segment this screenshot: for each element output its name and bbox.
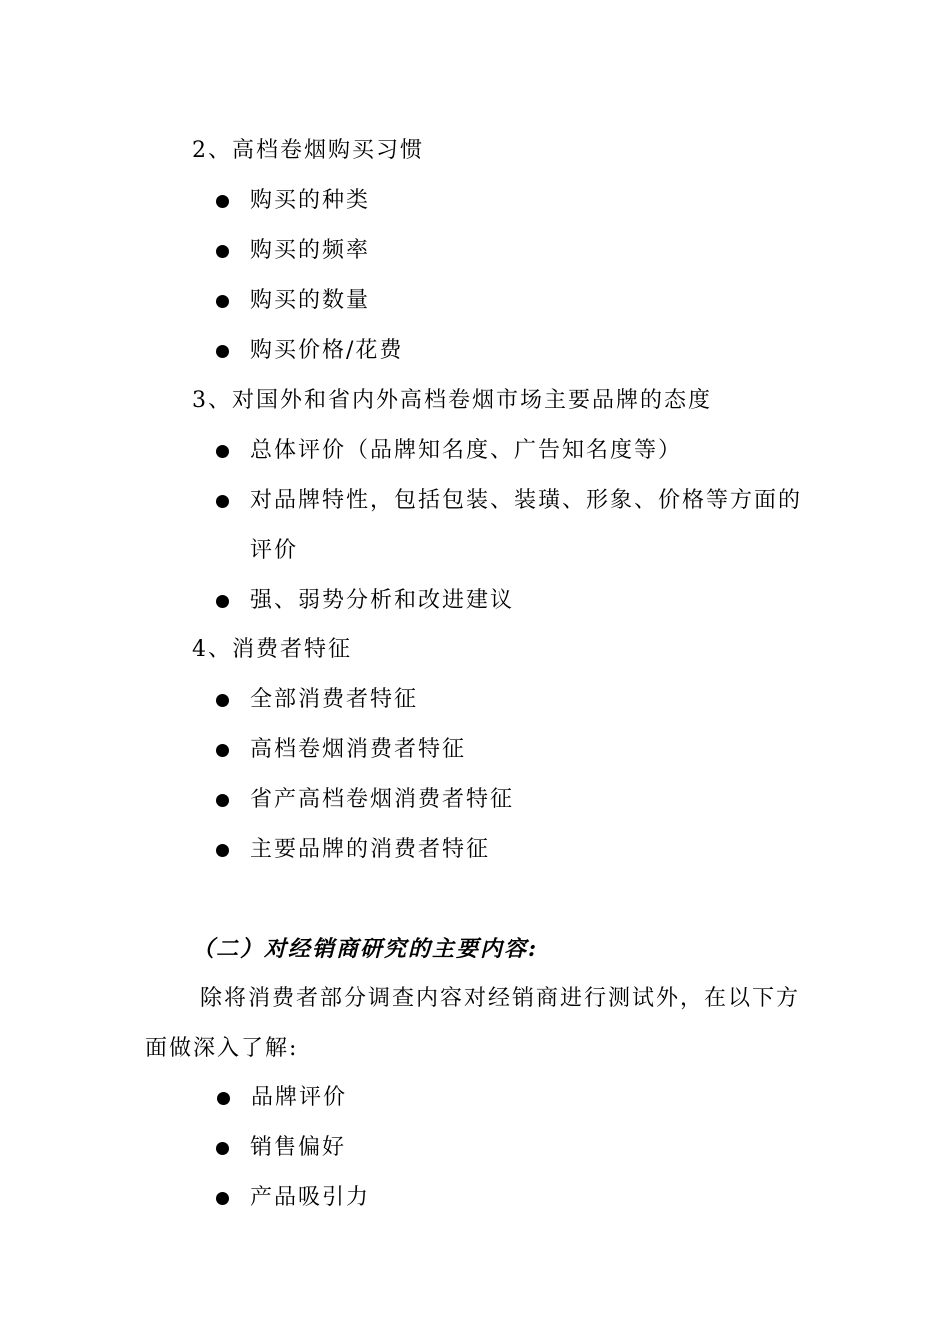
bullet-icon (216, 844, 229, 857)
dealer-paragraph-continuation: 面做深入了解: (145, 1036, 299, 1061)
bullet-icon (216, 1192, 229, 1205)
list-item-text: 主要品牌的消费者特征 (250, 837, 491, 862)
list-item (216, 1183, 370, 1213)
list-item (216, 785, 514, 815)
list-item-continuation: 评价 (250, 538, 299, 563)
list-item-text: 省产高档卷烟消费者特征 (250, 787, 515, 812)
list-item-text: 高档卷烟消费者特征 (250, 737, 467, 762)
list-item (216, 835, 490, 865)
list-item (216, 586, 514, 616)
bullet-icon (216, 595, 229, 608)
bullet-icon (216, 345, 229, 358)
bullet-icon (216, 794, 229, 807)
bullet-icon (216, 495, 229, 508)
list-item-text: 购买的数量 (250, 288, 371, 313)
list-item-text: 产品吸引力 (250, 1185, 371, 1210)
list-item-text: 购买的频率 (250, 238, 371, 263)
list-item (216, 1133, 346, 1163)
list-item-text: 购买价格/花费 (250, 338, 404, 363)
list-item-text: 购买的种类 (250, 188, 371, 213)
list-item (216, 735, 466, 765)
dealer-subheading: （二）对经销商研究的主要内容: (192, 936, 539, 962)
section-heading-habits: 2、高档卷烟购买习惯 (192, 138, 424, 163)
bullet-icon (216, 694, 229, 707)
section-heading-consumer: 4、消费者特征 (192, 637, 352, 662)
list-item (217, 1083, 347, 1113)
bullet-icon (217, 1092, 230, 1105)
list-item-text: 全部消费者特征 (250, 687, 419, 712)
list-item-text: 总体评价（品牌知名度、广告知名度等） (250, 438, 683, 463)
list-item-text: 销售偏好 (250, 1135, 347, 1160)
list-item (216, 286, 370, 316)
bullet-icon (216, 295, 229, 308)
bullet-icon (216, 1142, 229, 1155)
dealer-paragraph: 除将消费者部分调查内容对经销商进行测试外，在以下方 (200, 986, 801, 1011)
bullet-icon (216, 744, 229, 757)
bullet-icon (216, 445, 229, 458)
list-item (216, 336, 403, 366)
list-item (216, 685, 418, 715)
list-item-text: 对品牌特性，包括包装、装璜、形象、价格等方面的 (250, 488, 803, 513)
list-item (216, 186, 370, 216)
bullet-icon (216, 245, 229, 258)
list-item (216, 486, 802, 516)
list-item-text: 强、弱势分析和改进建议 (250, 588, 515, 613)
section-heading-attitude: 3、对国外和省内外高档卷烟市场主要品牌的态度 (192, 388, 712, 413)
list-item (216, 236, 370, 266)
list-item-text: 品牌评价 (251, 1085, 348, 1110)
list-item (216, 436, 682, 466)
bullet-icon (216, 195, 229, 208)
